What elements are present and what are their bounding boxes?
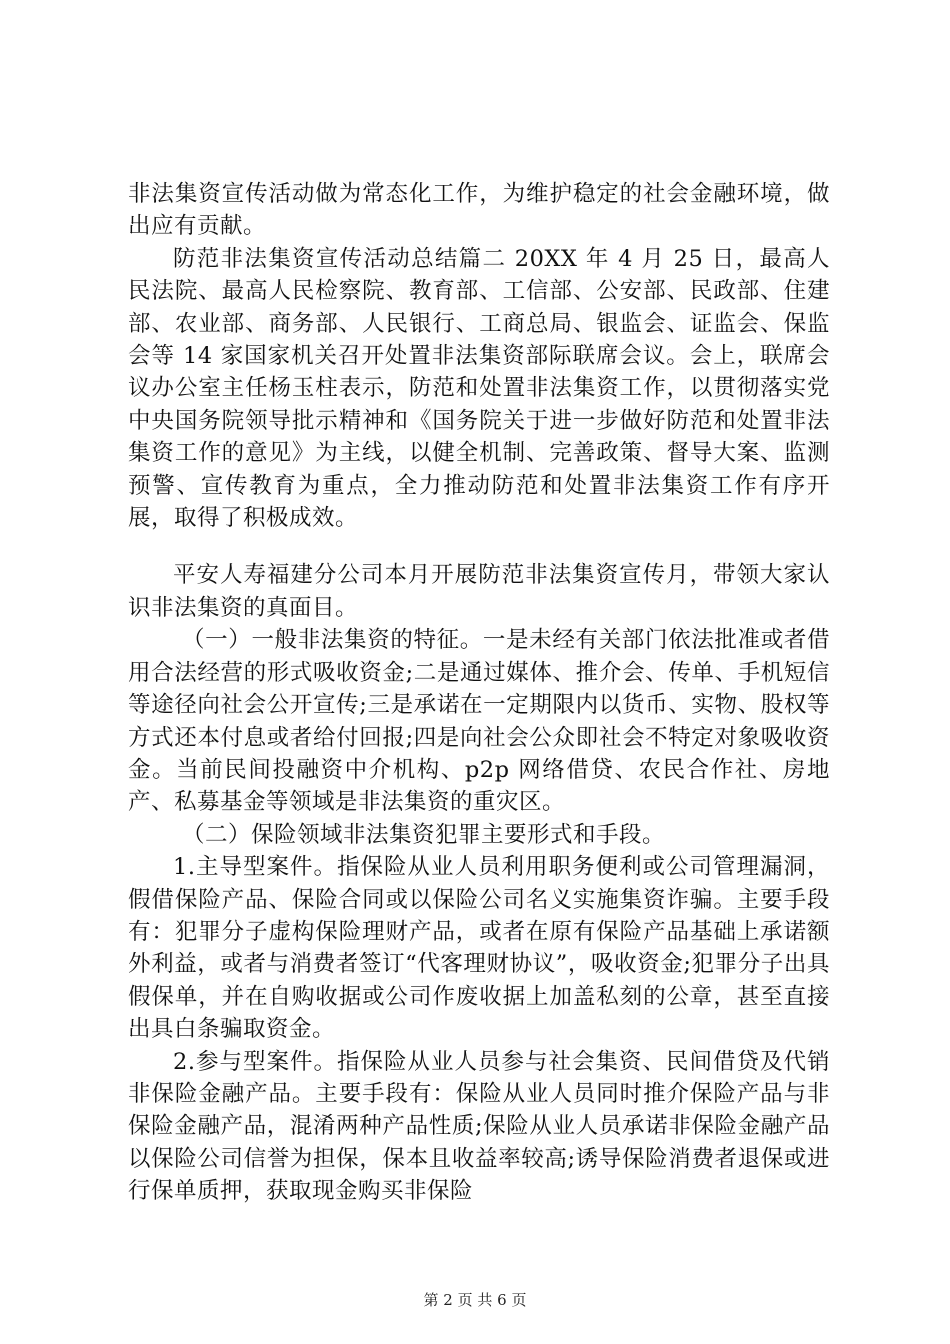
paragraph-general-features: （一）一般非法集资的特征。一是未经有关部门依法批准或者借用合法经营的形式吸收资金;二是通过媒体、推介会、传单、手机短信等途径向社会公开宣传;三是承诺在一定期限内以货币、实物、股权等方式还本付息或者给付回报;四是向社会公众即社会不特定对象吸收资金。当前民间投融资中介机构、p2p 网络借贷、农民合作社、房地产、私募基金等领域是非法集资的重灾区。 <box>128 627 830 816</box>
paragraph-insurance-forms-heading: （二）保险领域非法集资犯罪主要形式和手段。 <box>182 821 666 848</box>
paragraph-publicity-month: 平安人寿福建分公司本月开展防范非法集资宣传月，带领大家认识非法集资的真面目。 <box>128 562 830 621</box>
paragraph-leading-cases: 1.主导型案件。指保险从业人员利用职务便利或公司管理漏洞，假借保险产品、保险合同或以保险公司名义实施集资诈骗。主要手段有：犯罪分子虚构保险理财产品，或者在原有保险产品基础上承诺额外利益，或者与消费者签订“代客理财协议”，吸收资金;犯罪分子出具假保单，并在自购收据或公司作废收据上加盖私刻的公章，甚至直接出具白条骗取资金。 <box>128 854 830 1043</box>
document-body <box>128 178 830 1208</box>
paragraph-participating-cases: 2.参与型案件。指保险从业人员参与社会集资、民间借贷及代销非保险金融产品。主要手段有：保险从业人员同时推介保险产品与非保险金融产品，混淆两种产品性质;保险从业人员承诺非保险金融产品以保险公司信誉为担保，保本且收益率较高;诱导保险消费者退保或进行保单质押，获取现金购买非保险 <box>128 1048 830 1205</box>
paragraph-summary-part-two: 防范非法集资宣传活动总结篇二 20XX 年 4 月 25 日，最高人民法院、最高人民检察院、教育部、工信部、公安部、民政部、住建部、农业部、商务部、人民银行、工商总局、银监会、证监会、保监会等 14 家国家机关召开处置非法集资部际联席会议。会上，联席会议办公室主任杨玉柱表示，防范和处置非法集资工作，以贯彻落实党中央国务院领导批示精神和《国务院关于进一步做好防范和处置非法集资工作的意见》为主线，以健全机制、完善政策、督导大案、监测预警、宣传教育为重点，全力推动防范和处置非法集资工作有序开展，取得了积极成效。 <box>128 245 830 532</box>
page-footer <box>0 1290 950 1310</box>
page-number: 第 2 页 共 6 页 <box>423 1291 527 1309</box>
paragraph-continuation: 非法集资宣传活动做为常态化工作，为维护稳定的社会金融环境，做出应有贡献。 <box>128 181 830 240</box>
